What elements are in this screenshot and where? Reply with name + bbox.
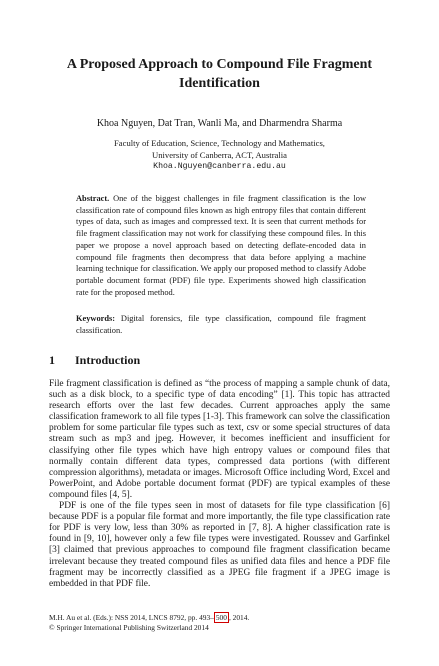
copyright-line: © Springer International Publishing Switzerland 2014 [49,623,209,632]
section-heading [49,353,140,368]
affiliation [0,138,439,173]
paper-title: A Proposed Approach to Compound File Fragment Identification [66,57,373,91]
affiliation-line: University of Canberra, ACT, Australia [152,149,287,160]
page-footer [49,613,249,633]
body-paragraph: File fragment classification is defined as “the process of mapping a sample chunk of data, such as a disk block, to a specific type of data encoding” [1]. This topic has attracted research efforts over the last few decades. Current approaches apply the same classification framework to all file types [1-3]. This framework can solve the classification problem for some particular file types such as text, csv or some special structures of data stream such as mp3 and jpeg. However, it becomes inefficient and insufficient for classifying other file types which have high entropy values or compound files that normally contain different data types, compressed data portions (with different compression algorithms), metadata or images. Microsoft Office including Word, Excel and PowerPoint, and Adobe portable document format (PDF) are typical examples of these compound files [4, 5]. [49,379,390,500]
keywords-label: Keywords: [76,314,116,323]
body-paragraph: PDF is one of the file types seen in most of datasets for file type classification [6] because PDF is a popular file format and more importantly, the file type classification rate for PDF is very low, less than 30% as reported in [7, 8]. A higher classification rate is found in [9, 10], however only a few file types were investigated. Roussev and Garfinkel [3] claimed that previous approaches to compound file fragment classification became irrelevant because they treated compound files as unified data files and hence a PDF file fragment may be incorrectly classified as a JPEG file fragment if a JPEG image is embedded in that PDF file. [49,501,390,589]
page-number-link[interactable]: 500 [215,613,227,622]
abstract [76,193,366,298]
section-number: 1 [49,353,55,367]
keywords [76,313,366,336]
citation-line: M.H. Au et al. (Eds.): NSS 2014, LNCS 8792, pp. 493– 500 , 2014. [49,613,250,622]
author-email[interactable]: Khoa.Nguyen@canberra.edu.au [153,162,286,171]
keywords-text: Digital forensics, file type classification, compound file fragment classification. [76,314,366,335]
abstract-text: One of the biggest challenges in file fragment classification is the low classification rate of compound files known as high entropy files that contain different types of data, such as images and compressed text. It is seen that current methods for file fragment classification may not work for classifying these compound files. In this paper we propose a novel approach based on detecting deflate-encoded data in compound file fragments then decompress that data before applying a machine learning technique for classification. We apply our proposed method to classify Adobe portable document format (PDF) file type. Experiments showed high classification rate for the proposed method. [76,194,366,297]
author-list: Khoa Nguyen, Dat Tran, Wanli Ma, and Dharmendra Sharma [96,118,343,129]
abstract-label: Abstract. [76,194,110,203]
section-title: Introduction [75,353,141,367]
section-body [49,379,390,590]
affiliation-line: Faculty of Education, Science, Technology and Mathematics, [114,138,325,148]
